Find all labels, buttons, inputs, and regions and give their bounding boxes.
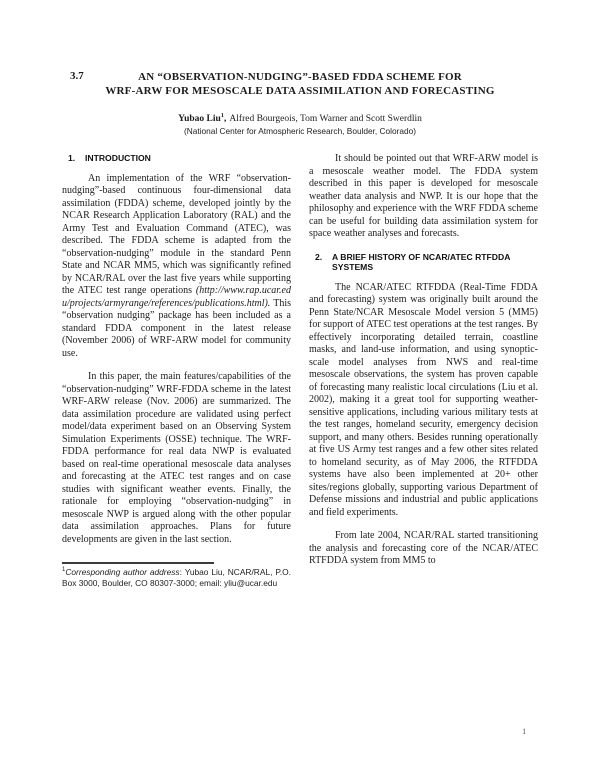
corresponding-author-footnote — [62, 567, 291, 588]
section-heading-introduction — [68, 153, 291, 164]
footnote-marker: 1 — [62, 567, 66, 574]
paragraph-intro-1 — [62, 173, 291, 361]
footnote-address-text: : Yubao Liu, NCAR/RAL, P.O. Box 3000, Boulder, CO 80307-3000; email: yliu@ucar.edu — [62, 567, 291, 588]
section-heading-history — [315, 252, 538, 273]
title-block — [62, 70, 538, 98]
coauthors: Alfred Bourgeois, Tom Warner and Scott Swerdlin — [229, 114, 422, 124]
section-title: INTRODUCTION — [85, 153, 151, 163]
section-number: 2. — [315, 251, 323, 262]
paragraph-history-1: The NCAR/ATEC RTFDDA (Real-Time FDDA and forecasting) system was originally built around the Penn State/NCAR Mesoscale Model version 5 (MM5) for support of ATEC test operations at the test ranges. By effectively incorporating detailed terrain, coastline masks, and land-use information, and using synoptic-scale model analyses from NWS and real-time mesoscale observations, the system has proven capable of forecasting many realistic local circulations (Liu et al. 2002), making it a great tool for supporting weather-sensitive applications, including various military tests at the test ranges, homeland security, emergency decision support, and many others. Besides running operationally at five US Army test ranges and a few other sites related to homeland security, as of May 2006, the RTFDDA systems have also been implemented at 20+ other sites/regions globally, supporting various Department of Defense missions and industrial and public applications and field experiments. — [309, 281, 538, 518]
footnote-label: Corresponding author address — [65, 567, 180, 577]
left-column — [62, 153, 291, 588]
paragraph-intro-2: In this paper, the main features/capabilities of the “observation-nudging” WRF-FDDA scheme in the latest WRF-ARW release (Nov. 2006) are summarized. The data assimilation procedure are validated using perfect model/data experiment based on an Observing System Simulation Experiments (OSSE) technique. The WRF-FDDA performance for real data NWP is evaluated based on real-time operational mesoscale data analyses and forecasting at the ATEC test ranges and on case studies with significant weather events. Finally, the rationale for employing “observation-nudging” in mesoscale NWP is argued along with the other popular data assimilation approaches. Plans for future developments are given in the last section. — [62, 371, 291, 545]
paper-title-line-1: AN “OBSERVATION-NUDGING”-BASED FDDA SCHEME FOR — [138, 71, 462, 83]
author-affiliation-marker: 1 — [220, 111, 225, 119]
paper-title-line-2: WRF-ARW FOR MESOSCALE DATA ASSIMILATION AND FORECASTING — [105, 85, 495, 97]
section-number: 1. — [68, 153, 76, 163]
right-column — [309, 153, 538, 588]
paragraph-intro-3: It should be pointed out that WRF-ARW model is a mesoscale weather model. The FDDA system described in this paper is developed for mesoscale weather data analysis and NWP. It is our hope that the philosophy and experience with the WRF FDDA scheme can be useful for building data assimilation system for space weather analyses and forecasts. — [309, 153, 538, 239]
paper-number: 3.7 — [70, 70, 84, 82]
two-column-body — [62, 153, 538, 588]
lead-author: Yubao Liu$^1$, — [178, 111, 227, 124]
paragraph-history-2: From late 2004, NCAR/RAL started transitioning the analysis and forecasting core of the NCAR/ATEC RTFDDA system from MM5 to — [309, 530, 538, 566]
affiliation-line: (National Center for Atmospheric Research, Boulder, Colorado) — [184, 126, 416, 136]
paragraph-text: This “observation nudging” package has been included as a standard FDDA component in the latest release (November 2006) of WRF-ARW model for community use. — [62, 297, 291, 359]
section-title: A BRIEF HISTORY OF NCAR/ATEC RTFDDA SYSTEMS — [332, 251, 511, 272]
author-line — [62, 113, 538, 125]
publications-url-link[interactable]: (http://www.rap.ucar.edu/projects/armyrange/references/publications.html). — [62, 285, 291, 309]
footnote-block — [62, 562, 291, 588]
paragraph-text: An implementation of the WRF “observation-nudging”-based continuous four-dimensional data assimilation (FDDA) scheme, developed jointly by the NCAR Research Application Laboratory (RAL) and the Army Test and Evaluation Command (ATEC), was described. The FDDA scheme is adapted from the “observation-nudging” module in the standard Penn State and NCAR MM5, which was significantly refined by NCAR/RAL over the last five years while supporting the ATEC test range operations — [62, 172, 291, 296]
footnote-separator-rule — [62, 562, 214, 564]
page-number: 1 — [522, 726, 527, 736]
